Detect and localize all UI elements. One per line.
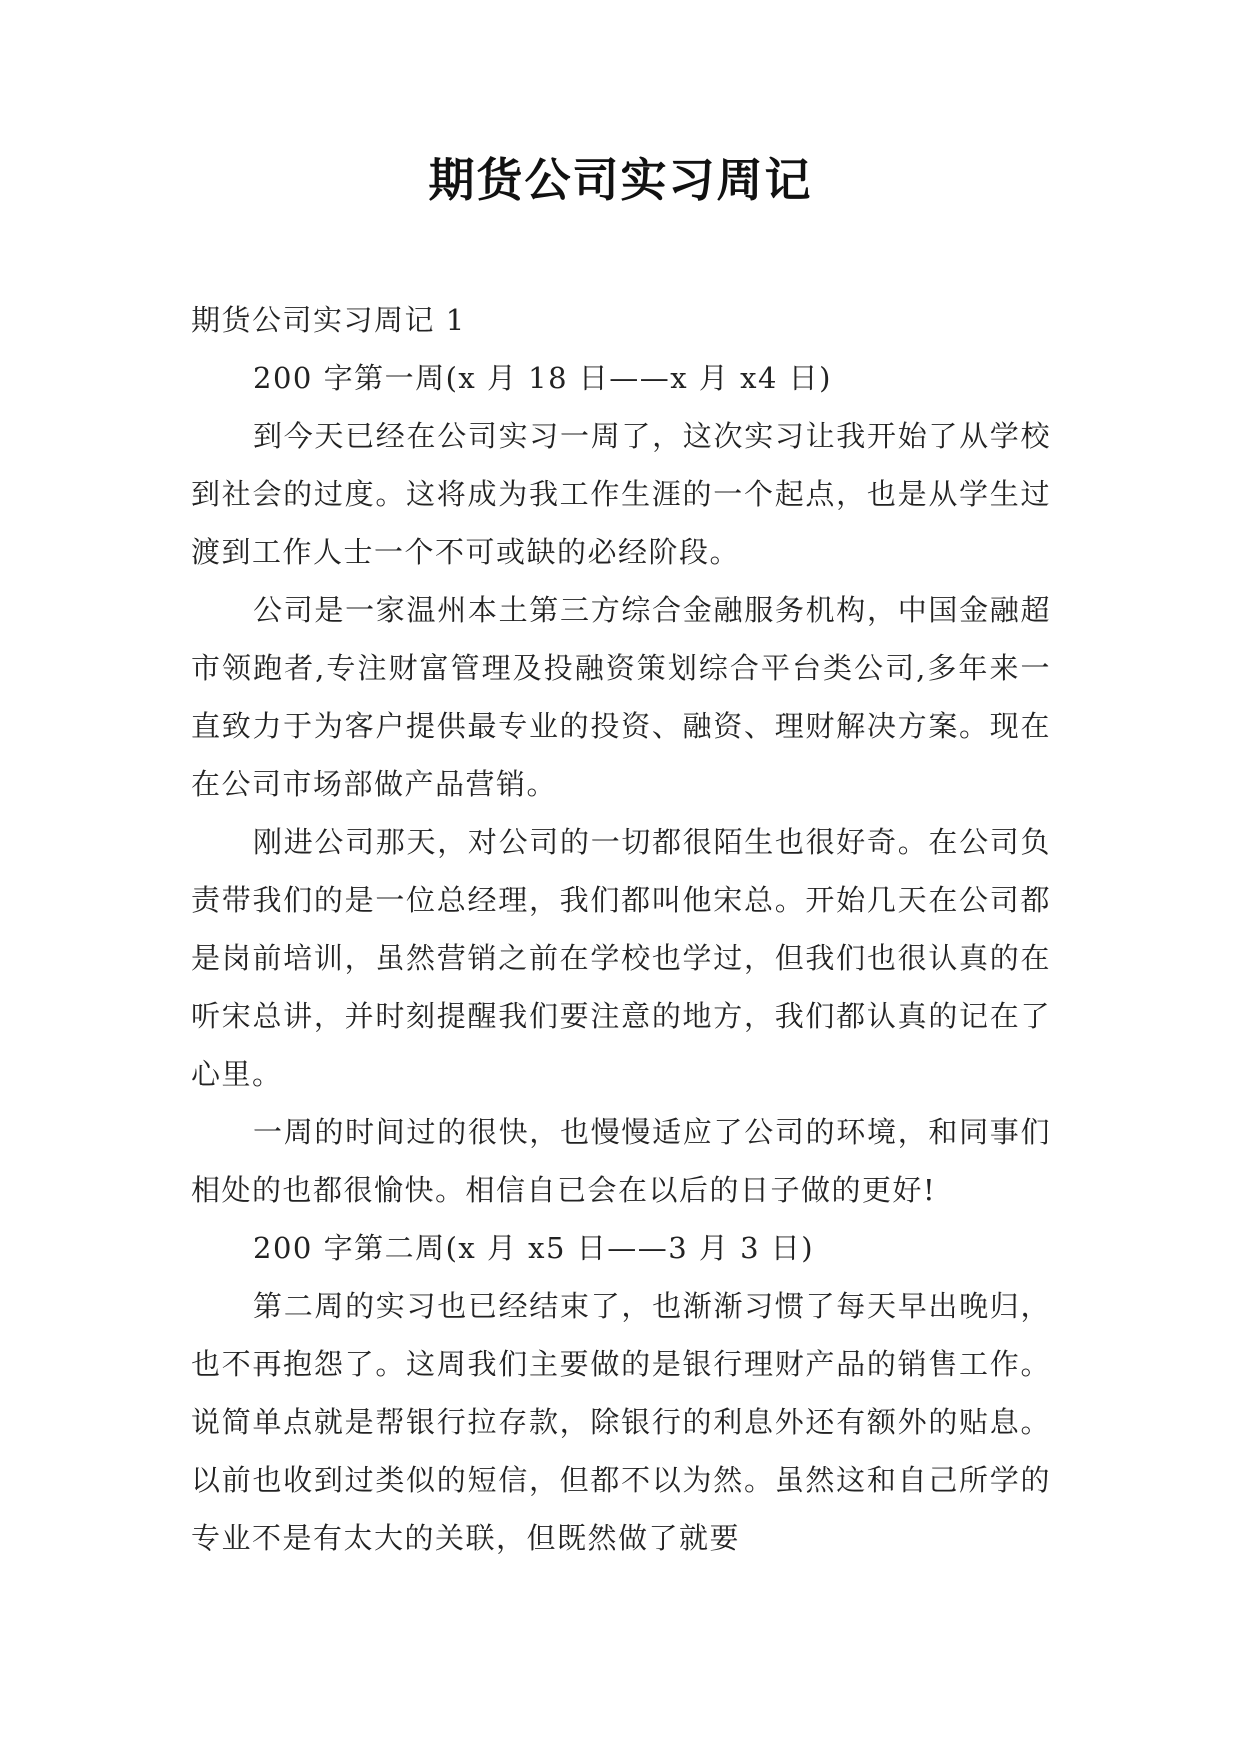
document-title: 期货公司实习周记 [428,153,813,207]
paragraph: 公司是一家温州本土第三方综合金融服务机构，中国金融超市领跑者,专注财富管理及投融资策划综合平台类公司,多年来一直致力于为客户提供最专业的投资、融资、理财解决方案。现在在公司市场部做产品营销。 [191,593,1051,801]
document-body [191,291,1051,1567]
section-heading: 期货公司实习周记 1 [191,303,466,337]
week2-heading: 200 字第二周(x 月 x5 日——3 月 3 日) [253,1231,815,1265]
paragraph: 第二周的实习也已经结束了，也渐渐习惯了每天早出晚归，也不再抱怨了。这周我们主要做的是银行理财产品的销售工作。说简单点就是帮银行拉存款，除银行的利息外还有额外的贴息。以前也收到过类似的短信，但都不以为然。虽然这和自己所学的专业不是有太大的关联，但既然做了就要 [191,1289,1051,1555]
paragraph: 一周的时间过的很快，也慢慢适应了公司的环境，和同事们相处的也都很愉快。相信自已会在以后的日子做的更好! [191,1115,1051,1207]
week1-heading: 200 字第一周(x 月 18 日——x 月 x4 日) [253,361,832,395]
paragraph: 到今天已经在公司实习一周了，这次实习让我开始了从学校到社会的过度。这将成为我工作生涯的一个起点，也是从学生过渡到工作人士一个不可或缺的必经阶段。 [191,419,1051,569]
paragraph: 刚进公司那天，对公司的一切都很陌生也很好奇。在公司负责带我们的是一位总经理，我们都叫他宋总。开始几天在公司都是岗前培训，虽然营销之前在学校也学过，但我们也很认真的在听宋总讲，并时刻提醒我们要注意的地方，我们都认真的记在了心里。 [191,825,1051,1091]
